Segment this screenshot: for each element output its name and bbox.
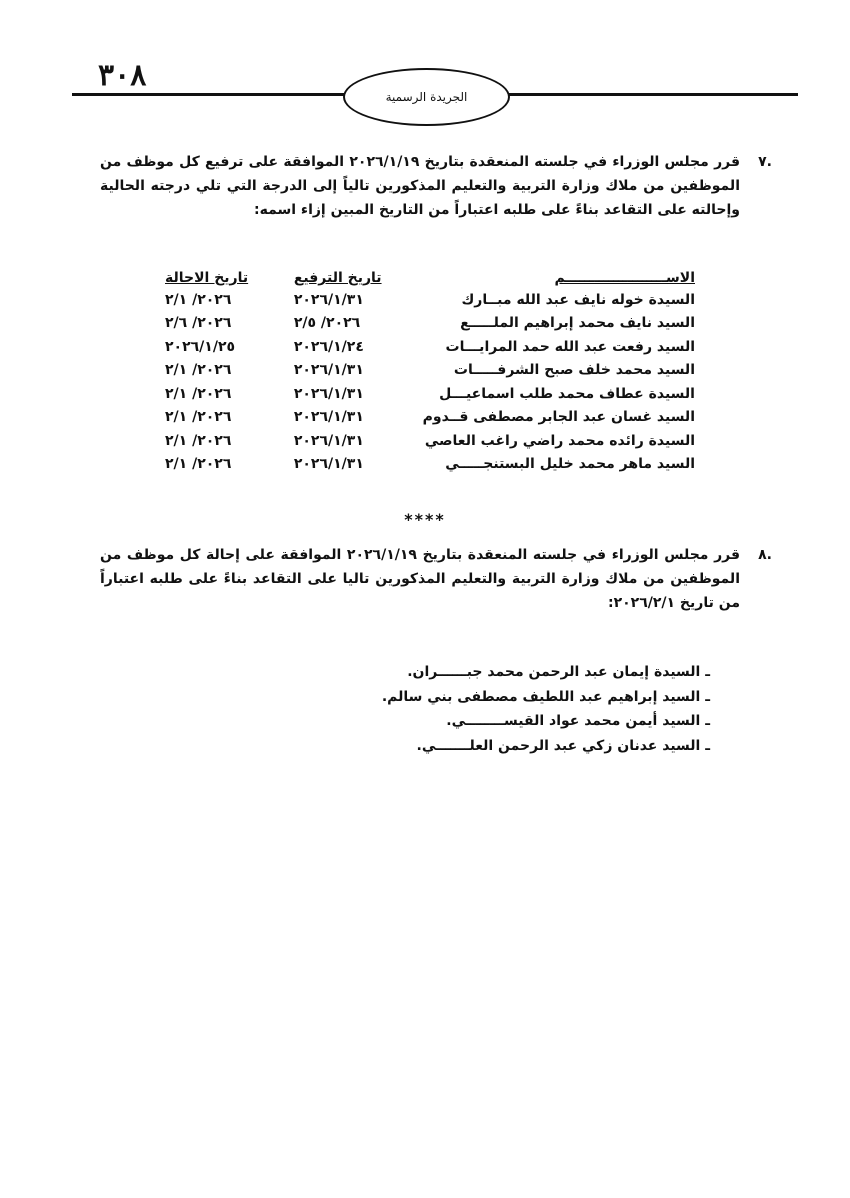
gazette-masthead [343,68,510,126]
promotion-date: ٢٠٢٦/١/٣١ [293,385,364,402]
list-item: ـ السيد إبراهيم عبد اللطيف مصطفى بني سالم. [381,688,710,705]
page-number: ٣٠٨ [98,58,147,93]
employee-name: السيدة خوله نايف عبد الله مبــارك [461,291,695,308]
employee-name: السيد غسان عبد الجابر مصطفى قــدوم [422,409,695,426]
retirement-date: ٢٠٢٦/ ٢/١ [165,291,232,308]
column-header-promotion-date: تاريخ الترفيع [293,270,382,286]
section-separator: **** [404,510,446,529]
list-item: ـ السيدة إيمان عبد الرحمن محمد جبــــــران. [407,664,710,680]
table-header-row [165,270,695,288]
decision-8-text: قرر مجلس الوزراء في جلسته المنعقدة بتاريخ ٢٠٢٦/١/١٩ الموافقة على إحالة كل موظف من الموظفين من ملاك وزارة التربية والتعليم المذكورين تاليا على التقاعد بناءً على طلبه اعتباراً من تاريخ ٢٠٢٦/٢/١: [100,547,740,611]
table-row [165,359,695,383]
table-row [165,335,695,359]
employee-name: السيد محمد خلف صبح الشرفـــــات [453,362,695,379]
retiree-list [380,664,710,762]
table-row [165,288,695,312]
decision-8-number: .٨ [758,547,772,563]
employee-name: السيدة رائده محمد راضي راغب العاصي [424,432,695,449]
employee-name: السيد ماهر محمد خليل البستنجـــــي [445,456,695,473]
promotion-date: ٢٠٢٦/١/٣١ [293,456,364,473]
retirement-date: ٢٠٢٦/ ٢/١ [165,362,232,379]
promotion-date: ٢٠٢٦/١/٣١ [293,432,364,449]
retirement-date: ٢٠٢٦/ ٢/١ [165,456,232,473]
list-item: ـ السيد أيمن محمد عواد القيســــــــي. [446,713,710,729]
retirement-date: ٢٠٢٦/ ٢/١ [165,409,232,426]
decision-7-text: قرر مجلس الوزراء في جلسته المنعقدة بتاريخ ٢٠٢٦/١/١٩ الموافقة على ترفيع كل موظف من الموظفين من ملاك وزارة التربية والتعليم المذكورين تالياً إلى الدرجة التي تلي درجته الحالية وإحالته على التقاعد بناءً على طلبه اعتباراً من التاريخ المبين إزاء اسمه: [100,154,741,218]
decision-7-number: .٧ [758,154,772,170]
table-row [165,382,695,406]
retirement-date: ٢٠٢٦/ ٢/١ [165,432,232,449]
decision-7-paragraph [100,150,772,222]
retirement-date: ٢٠٢٦/ ٢/١ [165,385,232,402]
employee-name: السيد رفعت عبد الله حمد المرايـــات [445,338,695,355]
promotion-retirement-table [165,270,695,476]
column-header-name: الاســـــــــــــــــــــم [554,270,695,286]
table-row [165,453,695,477]
promotion-date: ٢٠٢٦/ ٢/٥ [293,315,361,332]
list-item: ـ السيد عدنان زكي عبد الرحمن العلـــــــي. [416,737,710,754]
table-row [165,406,695,430]
promotion-date: ٢٠٢٦/١/٢٤ [293,338,364,355]
promotion-date: ٢٠٢٦/١/٣١ [293,362,364,379]
promotion-date: ٢٠٢٦/١/٣١ [293,409,364,426]
promotion-date: ٢٠٢٦/١/٣١ [293,291,364,308]
column-header-retirement-date: تاريخ الاحالة [165,270,249,286]
retirement-date: ٢٠٢٦/ ٢/٦ [165,315,232,332]
retirement-date: ٢٠٢٦/١/٢٥ [165,338,236,355]
table-row [165,312,695,336]
employee-name: السيد نايف محمد إبراهيم الملـــــع [460,315,695,332]
decision-8-paragraph [100,543,772,615]
employee-name: السيدة عطاف محمد طلب اسماعيـــل [439,385,695,402]
gazette-title: الجريدة الرسمية [385,90,468,104]
table-row [165,429,695,453]
